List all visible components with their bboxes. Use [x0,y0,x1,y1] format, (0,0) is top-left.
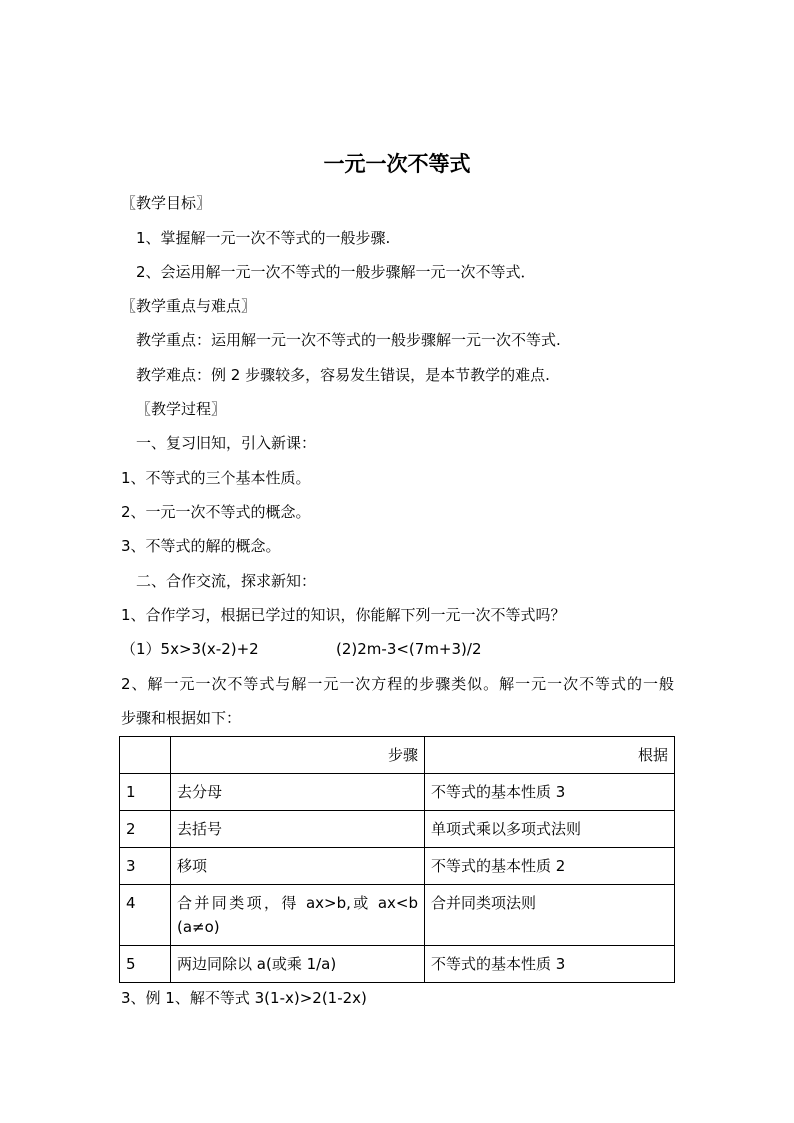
row-step-line-1: 合并同类项，得 ax>b,或 ax<b [177,894,418,912]
difficult-point: 教学难点：例 2 步骤较多，容易发生错误，是本节教学的难点. [136,366,550,384]
table-row [120,848,675,885]
row-num: 5 [120,946,171,983]
key-heading: 〖教学重点与难点〗 [121,297,257,315]
row-num: 3 [120,848,171,885]
row-step: 去括号 [171,811,425,848]
review-item-1: 1、不等式的三个基本性质。 [121,469,311,487]
row-num: 4 [120,885,171,946]
row-step [171,885,425,946]
equation-1: （1）5x>3(x-2)+2 [121,640,259,658]
example-1: 3、例 1、解不等式 3(1-x)>2(1-2x) [121,989,367,1007]
row-basis: 不等式的基本性质 3 [425,774,675,811]
table-row [120,811,675,848]
row-basis: 合并同类项法则 [425,885,675,946]
coop-item-1: 1、合作学习，根据已学过的知识，你能解下列一元一次不等式吗？ [121,606,566,624]
row-step: 两边同除以 a(或乘 1/a) [171,946,425,983]
row-step: 移项 [171,848,425,885]
review-item-2: 2、一元一次不等式的概念。 [121,503,311,521]
header-basis-cell: 根据 [425,737,675,774]
goal-1: 1、掌握解一元一次不等式的一般步骤. [136,229,391,247]
goals-heading: 〖教学目标〗 [121,194,212,212]
row-basis: 单项式乘以多项式法则 [425,811,675,848]
table-header-row [120,737,675,774]
part-1-heading: 一、复习旧知，引入新课： [136,434,317,452]
document-title: 一元一次不等式 [323,152,471,176]
row-num: 1 [120,774,171,811]
review-item-3: 3、不等式的解的概念。 [121,537,281,555]
table-row [120,774,675,811]
row-step: 去分母 [171,774,425,811]
key-point: 教学重点：运用解一元一次不等式的一般步骤解一元一次不等式. [136,331,561,349]
header-step-cell: 步骤 [171,737,425,774]
equation-2: (2)2m-3<(7m+3)/2 [336,640,482,658]
row-basis: 不等式的基本性质 2 [425,848,675,885]
row-basis: 不等式的基本性质 3 [425,946,675,983]
process-heading: 〖教学过程〗 [136,400,227,418]
table-row [120,946,675,983]
goal-2: 2、会运用解一元一次不等式的一般步骤解一元一次不等式． [136,263,536,281]
header-num-cell [120,737,171,774]
row-step-line-2: (a≠o) [177,918,220,936]
coop-item-2-line-2: 步骤和根据如下： [121,709,242,727]
row-num: 2 [120,811,171,848]
coop-item-2-line-1: 2、解一元一次不等式与解一元一次方程的步骤类似。解一元一次不等式的一般 [121,675,674,693]
steps-table [119,736,675,983]
table-row [120,885,675,946]
part-2-heading: 二、合作交流，探求新知： [136,572,317,590]
